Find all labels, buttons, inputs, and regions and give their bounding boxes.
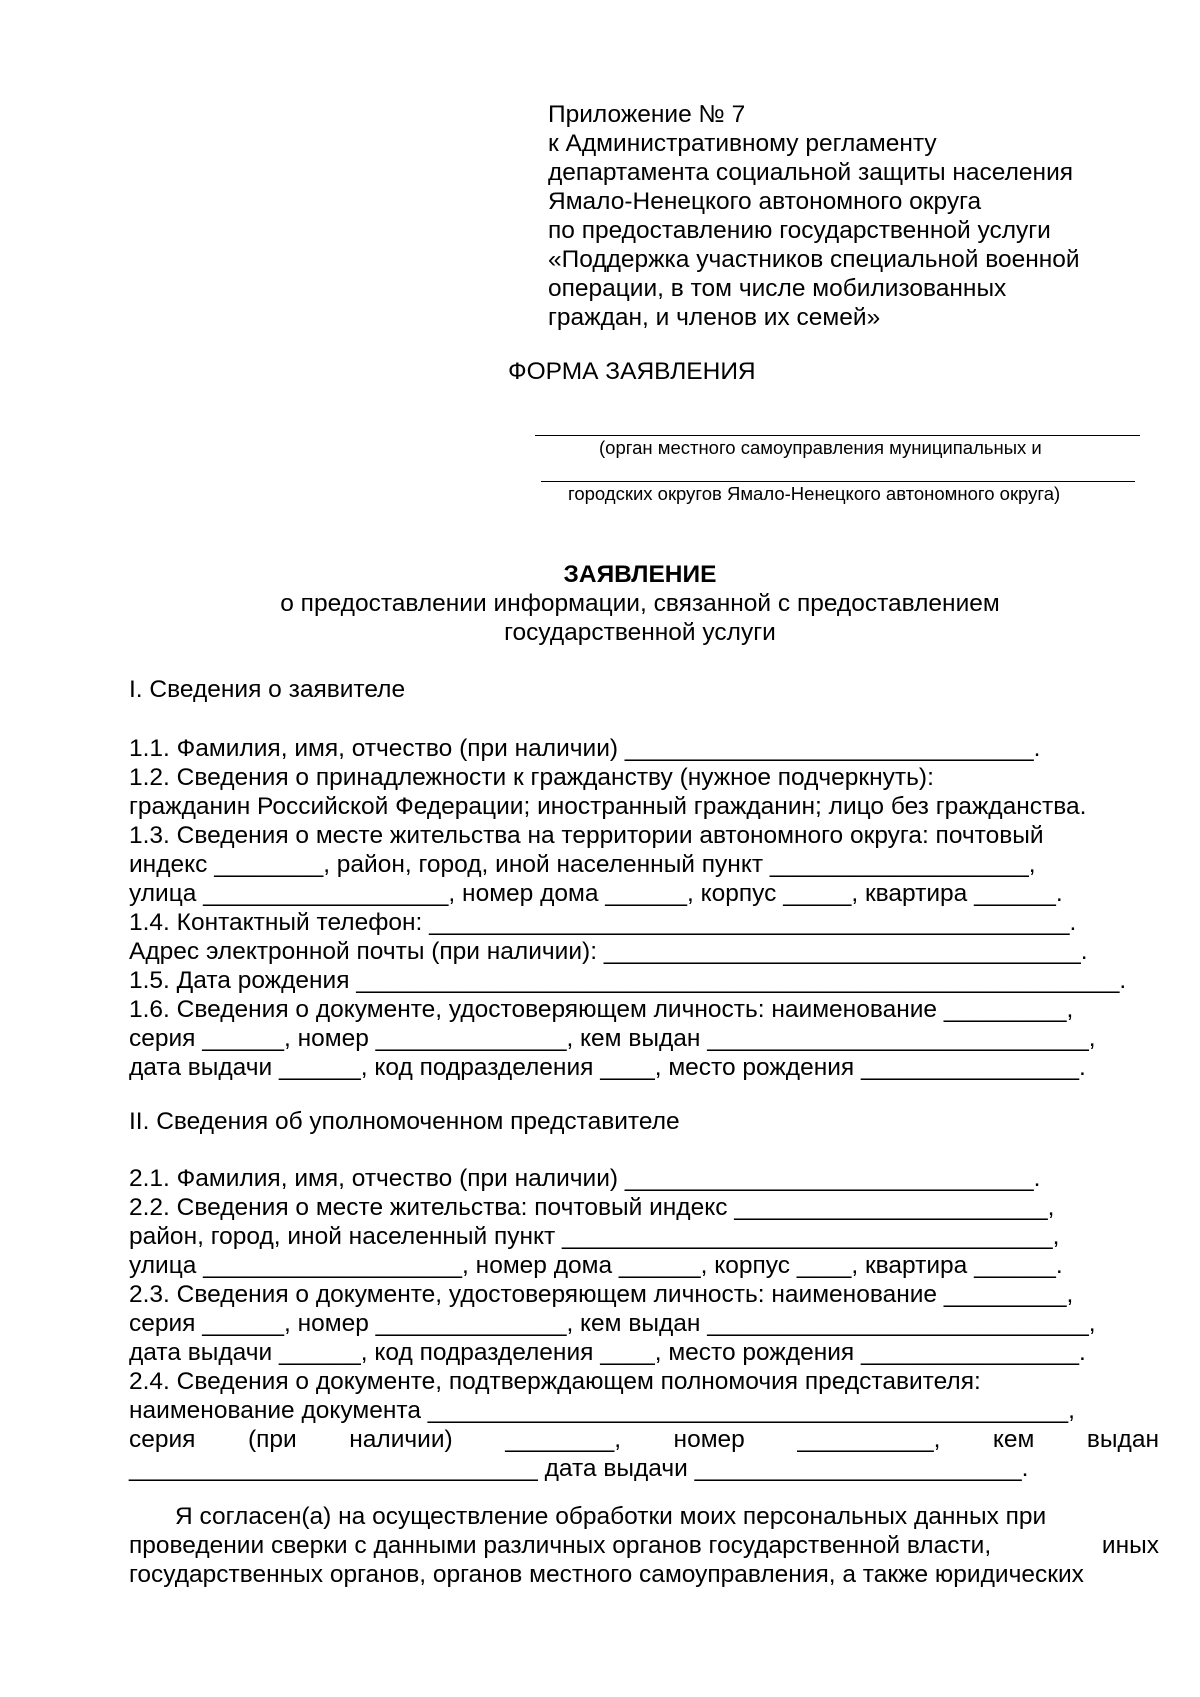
form-row[interactable]: Адрес электронной почты (при наличии): ___________________________________. bbox=[129, 938, 1088, 965]
appendix-line: операции, в том числе мобилизованных bbox=[548, 275, 1007, 302]
appendix-line: граждан, и членов их семей» bbox=[548, 304, 881, 331]
form-row[interactable]: 1.1. Фамилия, имя, отчество (при наличии) ______________________________. bbox=[129, 735, 1041, 762]
form-row[interactable]: улица ___________________, номер дома ______, корпус ____, квартира ______. bbox=[129, 1252, 1063, 1279]
row-word: кем bbox=[992, 1426, 1035, 1453]
applicant-fields bbox=[129, 734, 1159, 1082]
appendix-line: Приложение № 7 bbox=[548, 101, 746, 128]
representative-fields bbox=[129, 1164, 1159, 1483]
section-heading: II. Сведения об уполномоченном представителе bbox=[129, 1108, 680, 1135]
form-row[interactable]: дата выдачи ______, код подразделения ____, место рождения ________________. bbox=[129, 1339, 1086, 1366]
form-row[interactable]: наименование документа _______________________________________________, bbox=[129, 1397, 1075, 1424]
row-word: наличии) bbox=[349, 1426, 453, 1453]
form-row[interactable]: 1.4. Контактный телефон: _______________________________________________. bbox=[129, 909, 1077, 936]
section-heading: I. Сведения о заявителе bbox=[129, 676, 406, 703]
form-row[interactable]: дата выдачи ______, код подразделения ____, место рождения ________________. bbox=[129, 1054, 1086, 1081]
form-row[interactable]: 1.6. Сведения о документе, удостоверяющем личность: наименование _________, bbox=[129, 996, 1074, 1023]
row-word: выдан bbox=[1086, 1426, 1159, 1453]
form-row[interactable]: серия ______, номер ______________, кем выдан ____________________________, bbox=[129, 1025, 1096, 1052]
appendix-line: Ямало-Ненецкого автономного округа bbox=[548, 188, 982, 215]
consent-line: государственных органов, органов местного самоуправления, а также юридических bbox=[129, 1561, 1084, 1588]
row-word: номер bbox=[673, 1426, 745, 1453]
addressee-caption: (орган местного самоуправления муниципальных и bbox=[599, 437, 1042, 458]
form-row: 2.4. Сведения о документе, подтверждающем полномочия представителя: bbox=[129, 1368, 981, 1395]
form-row[interactable]: район, город, иной населенный пункт ____________________________________, bbox=[129, 1223, 1060, 1250]
row-blank[interactable]: ________, bbox=[505, 1426, 622, 1453]
consent-text: проведении сверки с данными различных органов государственной власти, bbox=[129, 1532, 992, 1559]
form-row[interactable]: гражданин Российской Федерации; иностранный гражданин; лицо без гражданства. bbox=[129, 793, 1087, 820]
form-row[interactable]: 2.3. Сведения о документе, удостоверяющем личность: наименование _________, bbox=[129, 1281, 1074, 1308]
form-row[interactable]: 1.5. Дата рождения ________________________________________________________. bbox=[129, 967, 1127, 994]
row-word: серия bbox=[129, 1426, 196, 1453]
form-row-justified[interactable] bbox=[129, 1425, 1159, 1454]
consent-text: иных bbox=[1101, 1532, 1159, 1559]
addressee-blank-line[interactable] bbox=[541, 481, 1135, 482]
form-row: 1.2. Сведения о принадлежности к гражданству (нужное подчеркнуть): bbox=[129, 764, 934, 791]
form-row[interactable]: индекс ________, район, город, иной населенный пункт ___________________, bbox=[129, 851, 1036, 878]
form-row[interactable]: 2.2. Сведения о месте жительства: почтовый индекс _______________________, bbox=[129, 1194, 1055, 1221]
form-row[interactable]: 2.1. Фамилия, имя, отчество (при наличии) ______________________________. bbox=[129, 1165, 1041, 1192]
appendix-line: департамента социальной защиты населения bbox=[548, 159, 1074, 186]
appendix-line: к Административному регламенту bbox=[548, 130, 937, 157]
consent-line bbox=[129, 1531, 1159, 1560]
appendix-line: по предоставлению государственной услуги bbox=[548, 217, 1051, 244]
title-subtitle: о предоставлении информации, связанной с предоставлением bbox=[280, 590, 1000, 617]
appendix-line: «Поддержка участников специальной военной bbox=[548, 246, 1080, 273]
addressee-blank-line[interactable] bbox=[535, 435, 1140, 436]
form-row[interactable]: серия ______, номер ______________, кем выдан ____________________________, bbox=[129, 1310, 1096, 1337]
consent-line: Я согласен(а) на осуществление обработки моих персональных данных при bbox=[175, 1503, 1047, 1530]
form-row[interactable]: ______________________________ дата выдачи ________________________. bbox=[129, 1455, 1029, 1482]
consent-paragraph bbox=[129, 1502, 1159, 1589]
form-row[interactable]: улица __________________, номер дома ______, корпус _____, квартира ______. bbox=[129, 880, 1063, 907]
title-main: ЗАЯВЛЕНИЕ bbox=[563, 561, 717, 588]
form-row: 1.3. Сведения о месте жительства на территории автономного округа: почтовый bbox=[129, 822, 1044, 849]
appendix-header bbox=[548, 100, 1168, 332]
row-blank[interactable]: __________, bbox=[797, 1426, 941, 1453]
title-subtitle: государственной услуги bbox=[504, 619, 776, 646]
form-title: ФОРМА ЗАЯВЛЕНИЯ bbox=[508, 358, 756, 385]
addressee-caption: городских округов Ямало-Ненецкого автономного округа) bbox=[568, 483, 1061, 504]
application-title bbox=[0, 560, 1200, 647]
row-word: (при bbox=[247, 1426, 297, 1453]
